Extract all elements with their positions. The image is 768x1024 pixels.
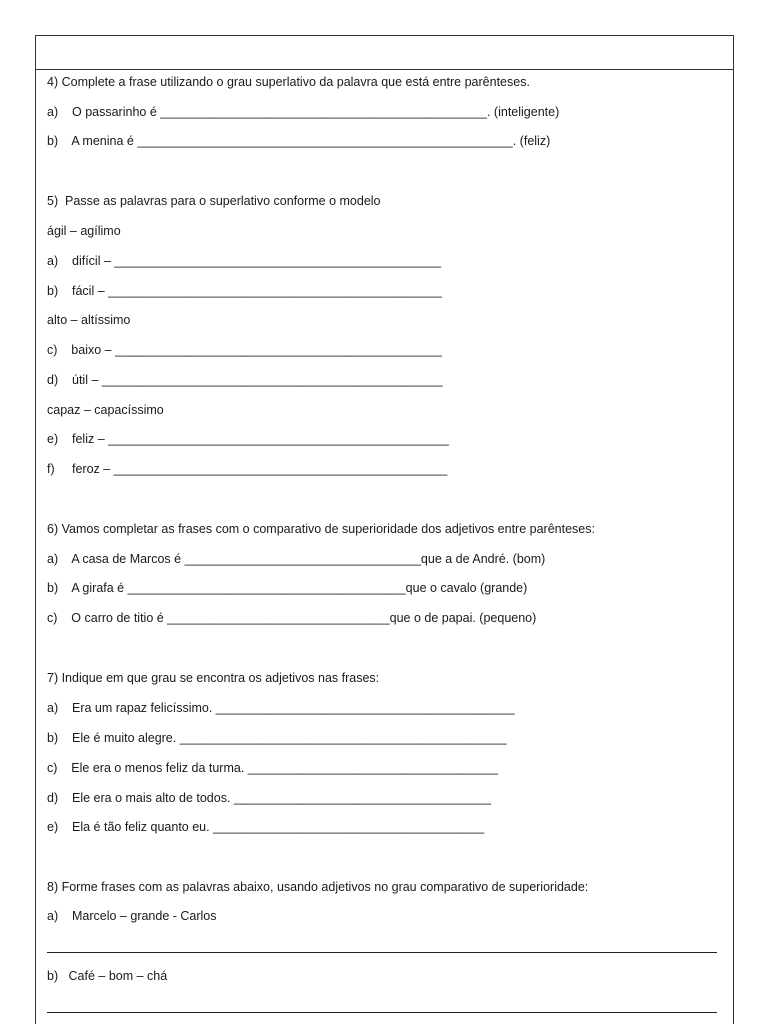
q5-title: 5) Passe as palavras para o superlativo conforme o modelo: [47, 194, 381, 208]
q7-item-b: b) Ele é muito alegre. _______________________________________________: [47, 731, 507, 745]
q4-title: 4) Complete a frase utilizando o grau superlativo da palavra que está entre parênteses.: [47, 75, 530, 89]
q7-item-a: a) Era um rapaz felicíssimo. ___________________________________________: [47, 701, 515, 715]
q8-item-a: a) Marcelo – grande - Carlos: [47, 909, 217, 923]
q7-item-d: d) Ele era o mais alto de todos. _____________________________________: [47, 791, 492, 805]
q8-item-b: b) Café – bom – chá: [47, 969, 168, 983]
q7-item-c: c) Ele era o menos feliz da turma. ____________________________________: [47, 761, 499, 775]
q6-title: 6) Vamos completar as frases com o comparativo de superioridade dos adjetivos entre parênteses:: [47, 522, 595, 536]
header-divider: [35, 69, 734, 70]
q8-answer-line-a: [47, 952, 717, 953]
q4-item-b: b) A menina é ______________________________________________________. (feliz): [47, 134, 551, 148]
q6-item-a: a) A casa de Marcos é __________________________________que a de André. (bom): [47, 552, 546, 566]
q5-item-b: b) fácil – ________________________________________________: [47, 284, 442, 298]
q5-model-1: ágil – agílimo: [47, 224, 121, 238]
q5-model-2: alto – altíssimo: [47, 313, 131, 327]
q6-item-b: b) A girafa é ________________________________________que o cavalo (grande): [47, 581, 528, 595]
q6-item-c: c) O carro de titio é ________________________________que o de papai. (pequeno): [47, 611, 537, 625]
q5-model-3: capaz – capacíssimo: [47, 403, 164, 417]
q7-item-e: e) Ela é tão feliz quanto eu. _______________________________________: [47, 820, 485, 834]
q4-item-a: a) O passarinho é _______________________________________________. (inteligente): [47, 105, 560, 119]
q5-item-c: c) baixo – _______________________________________________: [47, 343, 442, 357]
q8-answer-line-b: [47, 1012, 717, 1013]
q5-item-a: a) difícil – _______________________________________________: [47, 254, 442, 268]
q7-title: 7) Indique em que grau se encontra os adjetivos nas frases:: [47, 671, 380, 685]
q5-item-d: d) útil – _________________________________________________: [47, 373, 443, 387]
q8-title: 8) Forme frases com as palavras abaixo, usando adjetivos no grau comparativo de superioridade:: [47, 880, 589, 894]
q5-item-f: f) feroz – ________________________________________________: [47, 462, 448, 476]
q5-item-e: e) feliz – _________________________________________________: [47, 432, 449, 446]
